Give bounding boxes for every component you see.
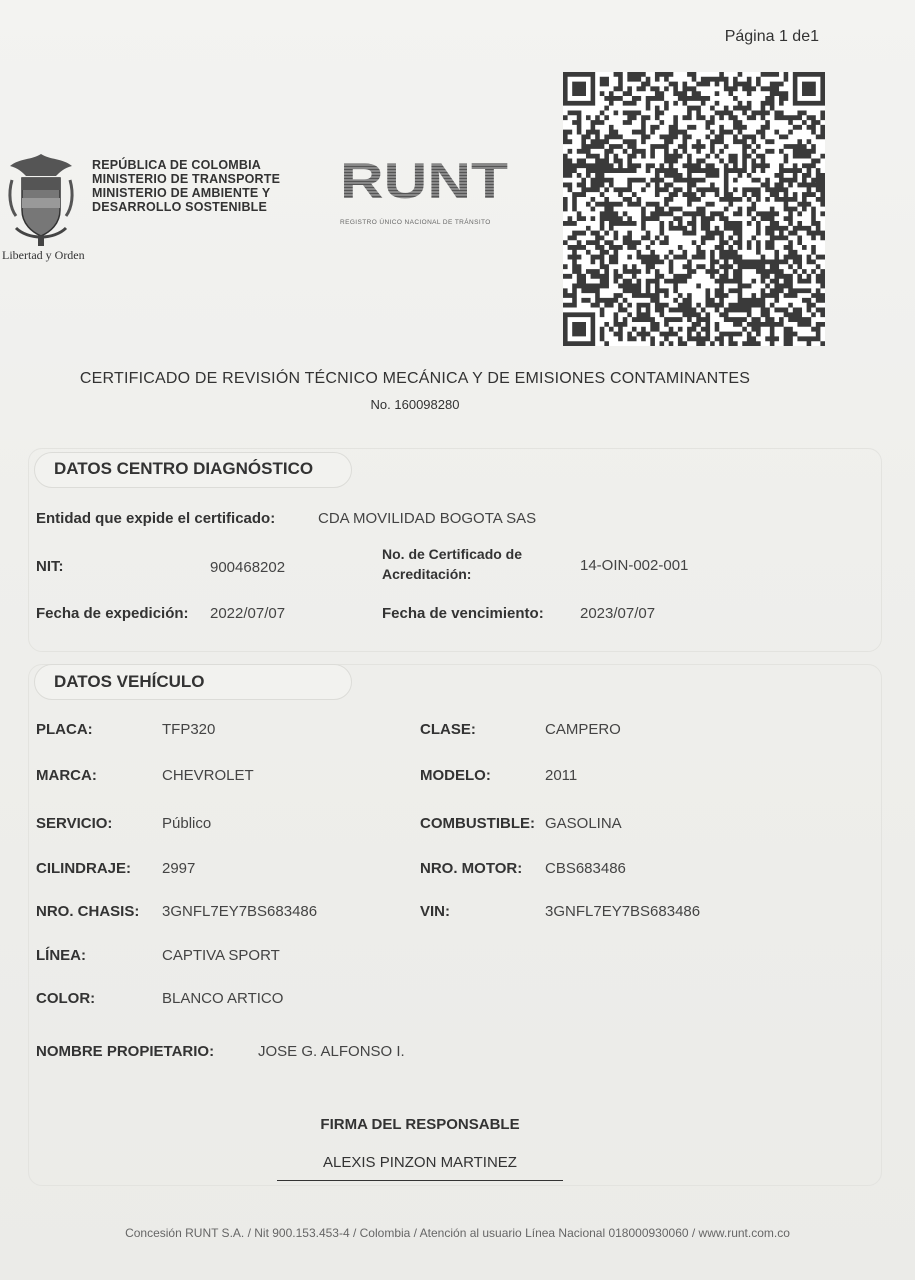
clase-label: CLASE:	[420, 721, 476, 738]
chasis-value: 3GNFL7EY7BS683486	[162, 903, 318, 920]
acreditacion-label	[382, 545, 522, 583]
motor-label: NRO. MOTOR:	[420, 860, 523, 877]
modelo-label: MODELO:	[420, 767, 491, 784]
firma-name: ALEXIS PINZON MARTINEZ	[323, 1154, 517, 1171]
document-title: CERTIFICADO DE REVISIÓN TÉCNICO MECÁNICA Y DE EMISIONES CONTAMINANTES	[79, 370, 751, 387]
color-value: BLANCO ARTICO	[162, 990, 284, 1007]
acreditacion-label-line-1: No. de Certificado de	[382, 546, 523, 562]
entidad-label: Entidad que expide el certificado:	[36, 510, 276, 527]
acreditacion-value: 14-OIN-002-001	[580, 557, 689, 574]
vin-label: VIN:	[420, 903, 450, 920]
runt-logo-text: RUNT	[340, 160, 508, 200]
clase-value: CAMPERO	[545, 721, 621, 738]
centro-section-title: DATOS CENTRO DIAGNÓSTICO	[54, 459, 314, 478]
shield-caption: Libertad y Orden	[2, 248, 85, 262]
chasis-label: NRO. CHASIS:	[36, 903, 140, 920]
combustible-label: COMBUSTIBLE:	[420, 815, 535, 832]
servicio-value: Público	[162, 815, 212, 832]
marca-value: CHEVROLET	[162, 767, 254, 784]
placa-value: TFP320	[162, 721, 216, 738]
colombia-coat-of-arms-icon	[2, 150, 80, 248]
combustible-value: GASOLINA	[545, 815, 622, 832]
vencimiento-label: Fecha de vencimiento:	[382, 605, 544, 622]
linea-value: CAPTIVA SPORT	[162, 947, 280, 964]
color-label: COLOR:	[36, 990, 96, 1007]
vehiculo-section-title: DATOS VEHÍCULO	[54, 672, 205, 691]
qr-modules	[563, 72, 825, 346]
certificate-number: No. 160098280	[370, 397, 460, 412]
footer: Concesión RUNT S.A. / Nit 900.153.453-4 / Colombia / Atención al usuario Línea Nacional 018000930060 / www.runt.com.co	[125, 1226, 790, 1240]
acreditacion-label-line-2: Acreditación:	[382, 566, 472, 582]
government-header	[92, 158, 280, 214]
qr-code	[563, 72, 825, 346]
gov-line: MINISTERIO DE AMBIENTE Y	[92, 186, 271, 200]
propietario-label: NOMBRE PROPIETARIO:	[36, 1043, 215, 1060]
cilindraje-value: 2997	[162, 860, 196, 877]
page-number: Página 1 de1	[724, 28, 819, 45]
modelo-value: 2011	[545, 767, 578, 784]
placa-label: PLACA:	[36, 721, 93, 738]
expedicion-label: Fecha de expedición:	[36, 605, 189, 622]
linea-label: LÍNEA:	[36, 947, 86, 964]
runt-logo	[340, 160, 510, 200]
vehiculo-panel	[28, 664, 882, 1186]
gov-line: DESARROLLO SOSTENIBLE	[92, 200, 268, 214]
servicio-label: SERVICIO:	[36, 815, 113, 832]
nit-label: NIT:	[36, 558, 64, 575]
runt-subtitle: REGISTRO ÚNICO NACIONAL DE TRÁNSITO	[340, 219, 491, 226]
gov-line: REPÚBLICA DE COLOMBIA	[92, 158, 262, 172]
entidad-value: CDA MOVILIDAD BOGOTA SAS	[318, 510, 537, 527]
vencimiento-value: 2023/07/07	[580, 605, 656, 622]
propietario-value: JOSE G. ALFONSO I.	[258, 1043, 405, 1060]
vin-value: 3GNFL7EY7BS683486	[545, 903, 701, 920]
nit-value: 900468202	[210, 559, 286, 576]
marca-label: MARCA:	[36, 767, 97, 784]
gov-line: MINISTERIO DE TRANSPORTE	[92, 172, 281, 186]
motor-value: CBS683486	[545, 860, 626, 877]
signature-line	[277, 1180, 563, 1181]
cilindraje-label: CILINDRAJE:	[36, 860, 132, 877]
firma-label: FIRMA DEL RESPONSABLE	[320, 1116, 520, 1133]
expedicion-value: 2022/07/07	[210, 605, 286, 622]
